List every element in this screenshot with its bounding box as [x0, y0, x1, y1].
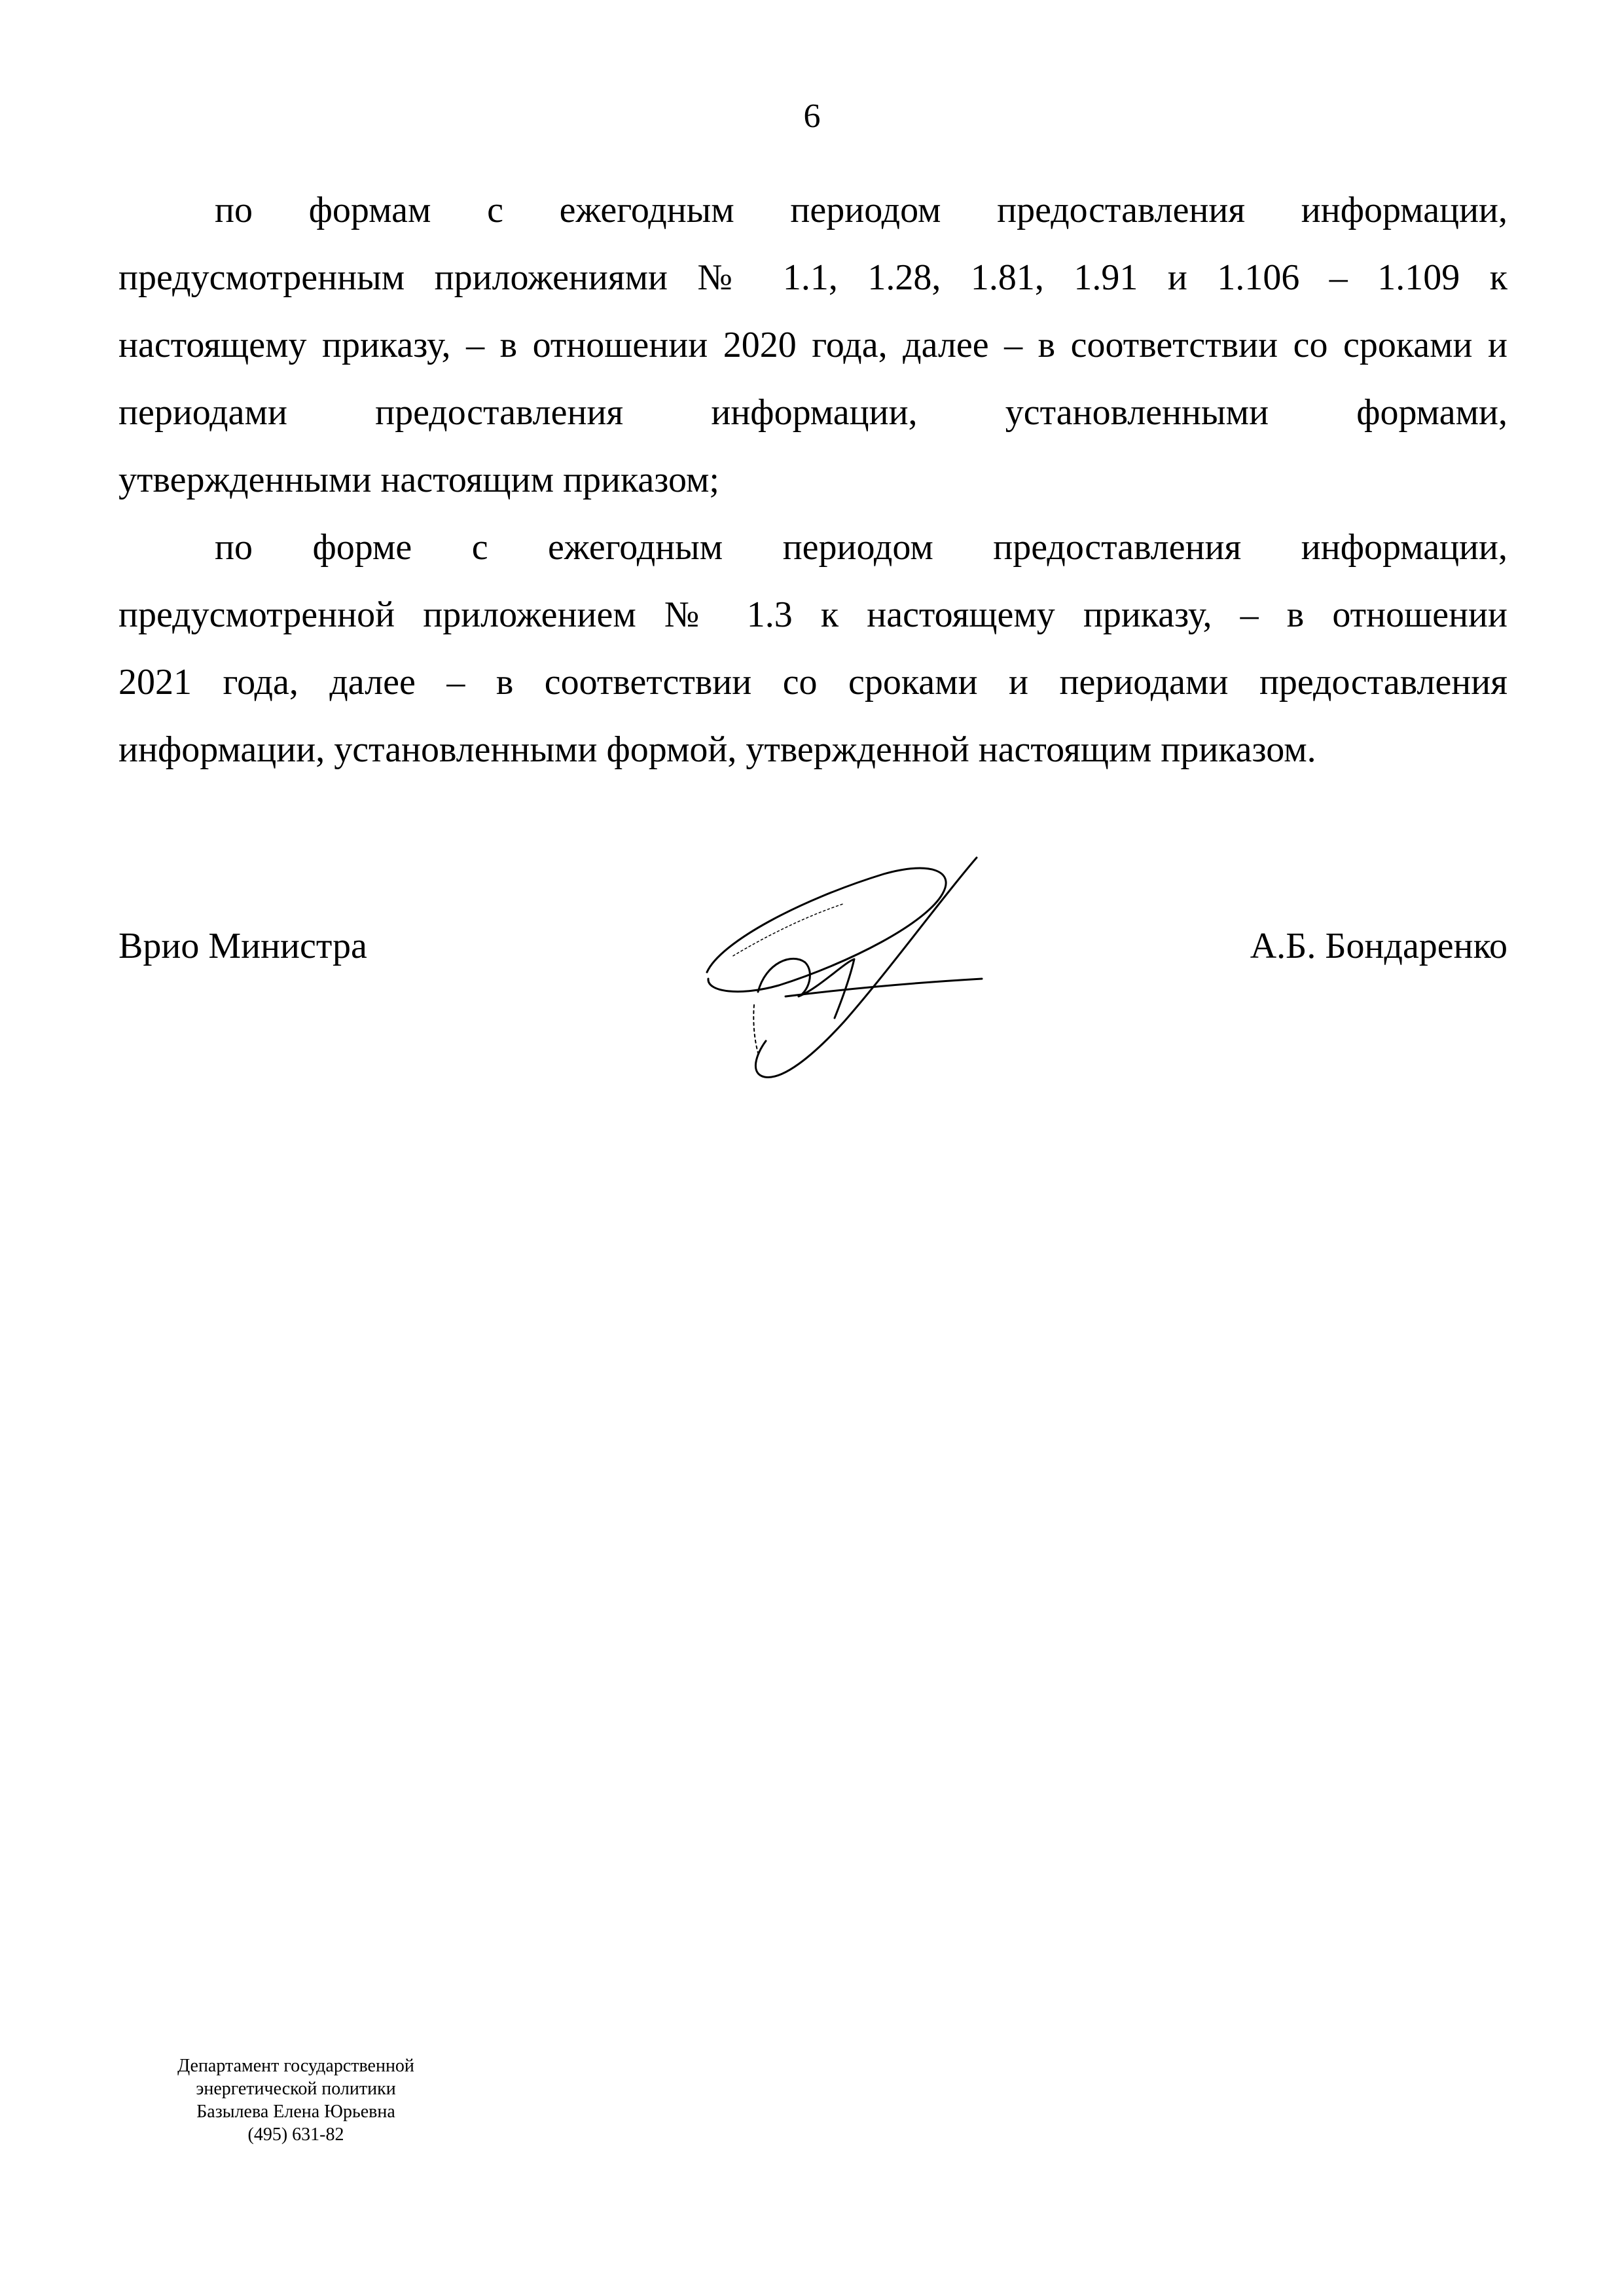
signature-stroke [707, 868, 946, 992]
paragraph-line: предусмотренным приложениями № 1.1, 1.28, 1.81, 1.91 и 1.106 – 1.109 к [118, 257, 1507, 298]
paragraph-2 [118, 514, 1507, 784]
paragraph-line: 2021 года, далее – в соответствии со сроками и периодами предоставления [118, 662, 1507, 702]
paragraph-line: утвержденными настоящим приказом; [118, 460, 719, 500]
page-number: 6 [803, 98, 821, 135]
department-line: энергетической политики [196, 2079, 396, 2099]
paragraph-1 [118, 177, 1507, 514]
paragraph-line: предусмотренной приложением № 1.3 к настоящему приказу, – в отношении [118, 594, 1507, 635]
paragraph-line: настоящему приказу, – в отношении 2020 года, далее – в соответствии со сроками и [118, 325, 1507, 365]
contact-phone: (495) 631-82 [247, 2124, 344, 2145]
executor-info [152, 2054, 440, 2146]
paragraph-line: по форме с ежегодным периодом предоставления информации, [215, 527, 1507, 568]
signature-stroke [758, 958, 854, 1018]
position-title: Врио Министра [118, 926, 367, 966]
handwritten-signature [694, 845, 1008, 1087]
department-line: Департамент государственной [177, 2056, 414, 2076]
paragraph-line: периодами предоставления информации, установленными формами, [118, 392, 1507, 433]
signature-stroke [753, 1005, 759, 1057]
signatory-name: А.Б. Бондаренко [1250, 926, 1507, 966]
contact-name: Базылева Елена Юрьевна [196, 2102, 395, 2122]
paragraph-line: по формам с ежегодным периодом предоставления информации, [215, 190, 1507, 230]
document-body [118, 177, 1507, 784]
paragraph-line: информации, установленными формой, утвержденной настоящим приказом. [118, 729, 1316, 770]
